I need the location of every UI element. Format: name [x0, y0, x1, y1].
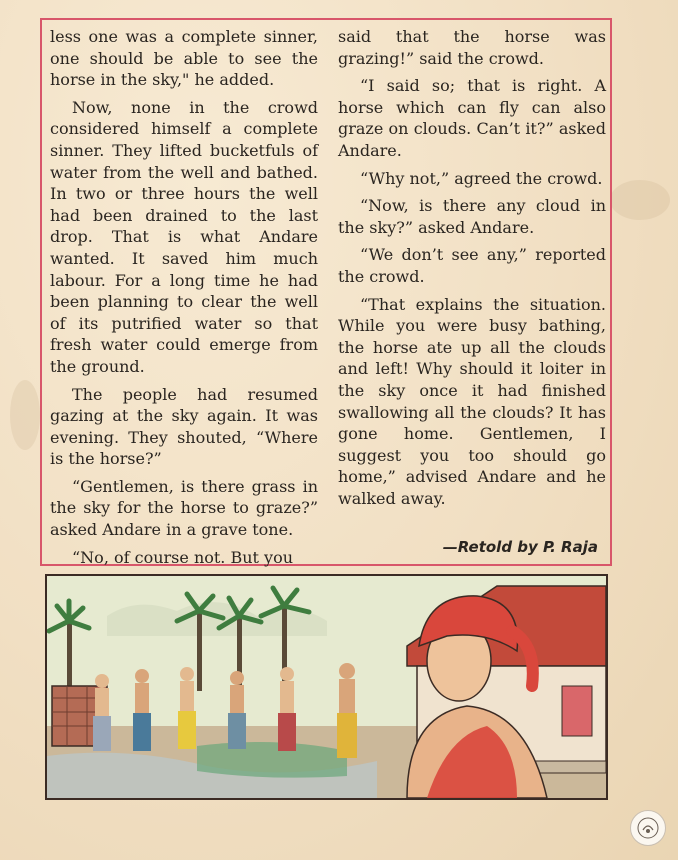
illustration-scene — [47, 576, 606, 798]
story-paragraph: “Gentlemen, is there grass in the sky for the horse to graze?” asked Andare in a grave tone. — [50, 476, 318, 540]
story-paragraph: The people had resumed gazing at the sky again. It was evening. They shouted, “Where is the horse?” — [50, 384, 318, 469]
story-paragraph: said that the horse was grazing!” said the crowd. — [338, 27, 606, 68]
story-paragraph: “No, of course not. But you — [72, 547, 294, 567]
paper-stain — [10, 380, 40, 450]
story-paragraph: “We don’t see any,” reported the crowd. — [338, 245, 606, 286]
story-paragraph: less one was a complete sinner, one should be able to see the horse in the sky," he added. — [50, 27, 318, 90]
story-paragraph: Now, none in the crowd considered himself a complete sinner. They lifted bucketfuls of water from the well and bathed. In two or three hours the well had been drained to the last drop. That is what Andare wanted. It saved him much labour. For a long time he had been planning to clear the well of its putrified water so that fresh water could emerge from the ground. — [50, 97, 318, 376]
story-paragraph: “Why not,” agreed the crowd. — [360, 168, 603, 188]
story-illustration — [45, 574, 608, 800]
story-paragraph: “I said so; that is right. A horse which can fly can also graze on clouds. Can’t it?” asked Andare. — [338, 76, 606, 160]
logo-icon — [636, 816, 660, 840]
story-column-right — [338, 26, 606, 515]
story-paragraph: “Now, is there any cloud in the sky?” asked Andare. — [338, 196, 606, 237]
story-credit: —Retold by P. Raja — [442, 538, 598, 556]
story-column-left — [50, 26, 318, 574]
story-paragraph: “That explains the situation. While you were busy bathing, the horse ate up all the clouds and left! Why should it loiter in the sky once it had finished swallowing all the clouds? It has gone home. Gentlemen, I suggest you too should go home,” advised Andare and he walked away. — [338, 294, 606, 508]
story-text-frame — [40, 18, 612, 566]
paper-stain — [610, 180, 670, 220]
publisher-logo-badge — [630, 810, 666, 846]
grass-patch — [197, 742, 347, 778]
